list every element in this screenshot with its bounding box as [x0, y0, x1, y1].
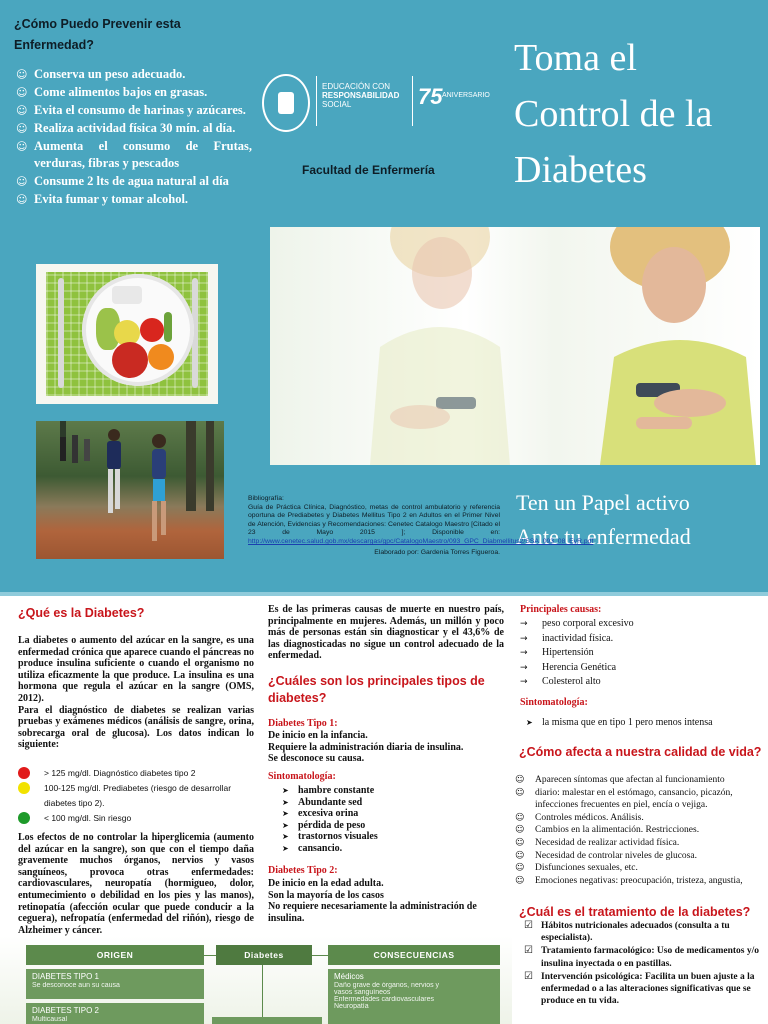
list-item: → Hipertensión [520, 646, 760, 661]
prevention-heading: ¿Cómo Puedo Prevenir esta Enfermedad? [14, 17, 181, 52]
list-item: → Herencia Genética [520, 661, 760, 676]
diagram-origen-header: ORIGEN [26, 945, 204, 965]
quality-of-life-list [515, 774, 765, 887]
type2-symptoms-text: ➤ la misma que en tipo 1 pero menos intensa [526, 717, 766, 728]
list-item: ➤ pérdida de peso [282, 820, 482, 832]
list-item: ☑ Intervención psicológica: Facilita un buen ajuste a la enfermedad o a las alteraciones significativas que se produce en tu vida. [524, 970, 755, 1007]
diagram-bottom-box [212, 1017, 322, 1024]
list-item: ☺ Necesidad de controlar niveles de glucosa. [515, 850, 697, 861]
diagram-tipo1-box: DIABETES TIPO 1 Se desconoce aun su causa [26, 969, 204, 999]
list-item: ☺ Conserva un peso adecuado. [16, 67, 186, 81]
list-item: ➤ hambre constante [282, 785, 482, 797]
list-item: → inactividad física. [520, 632, 760, 647]
faculty-name: Facultad de Enfermería [302, 163, 435, 177]
smiley-icon: ☺ [515, 775, 525, 785]
heading-tipos: ¿Cuáles son los principales tipos de diabetes? [268, 674, 485, 705]
list-item: ☺ Evita el consumo de harinas y azúcares. [16, 103, 246, 117]
list-item: → peso corporal excesivo [520, 617, 760, 632]
running-woman-photo [36, 421, 224, 559]
prevention-list [16, 66, 252, 209]
list-item: ☺ Cambios en la alimentación. Restricciones. [515, 825, 700, 836]
smiley-icon: ☺ [515, 787, 525, 798]
list-item: ☺ Emociones negativas: preocupación, tristeza, angustia, [515, 875, 743, 886]
green-dot-icon [18, 812, 30, 824]
legend-row: 100-125 mg/dl. Prediabetes (riesgo de desarrollar diabetes tipo 2). [18, 781, 254, 811]
list-item: ☺ Aumenta el consumo de Frutas, verduras, fibras y pescados [16, 139, 252, 170]
diagram-connector [262, 965, 263, 1017]
yellow-dot-icon [18, 782, 30, 794]
list-item: → Colesterol alto [520, 675, 760, 690]
list-item: ☺ Evita fumar y tomar alcohol. [16, 192, 189, 206]
bibliography-link[interactable]: http://www.cenetec.salud.gob.mx/descargas/gpc/CatalogoMaestro/093_GPC_Diabmellitus2/SSA_093_08_EyR.pdf [248, 537, 594, 545]
list-item: ➤ trastornos visuales [282, 831, 482, 843]
type2-symptoms-heading: Sintomatología: [520, 697, 588, 708]
checkbox-icon: ☑ [524, 920, 533, 931]
list-item: ☺ Necesidad de realizar actividad física. [515, 837, 680, 848]
causes-list [520, 617, 760, 690]
list-item: ☺ Come alimentos bajos en grasas. [16, 85, 208, 99]
smiley-icon: ☺ [16, 140, 28, 153]
fruit-plate-image [36, 264, 218, 404]
smiley-icon: ☺ [515, 825, 525, 836]
intro-paragraph: La diabetes o aumento del azúcar en la sangre, es una enfermedad crónica que aparece cuando el páncreas no produce insulina suficiente o cuando el organismo no utiliza eficazmente la que produce. La insulina es una hormona que regula el azúcar en la sangre (OMS, 2012). Para el diagnóstico de diabetes se realizan varias pruebas y exámenes médicos (análisis de sangre, orina, sobrecarga oral de glucosa). Los datos indican lo siguiente: [18, 635, 255, 751]
type1-heading: Diabetes Tipo 1: [268, 718, 338, 729]
symptoms-list [282, 785, 482, 855]
list-item: ☑ Hábitos nutricionales adecuados (consulta a tu especialista). [524, 920, 730, 944]
list-item: ☺ diario: malestar en el estómago, cansancio, picazón, infecciones frecuentes en piel, encía o vejiga. [515, 787, 733, 811]
brochure-title: Toma el Control de la Diabetes [514, 37, 713, 191]
smiley-icon: ☺ [16, 104, 28, 117]
smiley-icon: ☺ [16, 122, 28, 135]
heading-calidad: ¿Cómo afecta a nuestra calidad de vida? [519, 745, 762, 759]
causes-heading: Principales causas: [520, 604, 602, 615]
list-item: ➤ Abundante sed [282, 797, 482, 809]
smiley-icon: ☺ [16, 68, 28, 81]
list-item: ☑ Tratamiento farmacológico: Uso de medicamentos y/o insulina inyectada o en pastillas. [524, 945, 760, 969]
diagram-connector [312, 955, 328, 956]
symptoms-heading: Sintomatología: [268, 771, 336, 782]
mortality-paragraph: Es de las primeras causas de muerte en nuestro país, principalmente en mujeres. Además, un millón y poco más de personas están sin diagnosticar y el 43,6% de las diagnosticadas no sigue un control adecuado de la enfermedad. [268, 604, 504, 662]
smiley-icon: ☺ [515, 863, 525, 874]
logo-text: EDUCACIÓN CON RESPONSABILIDAD SOCIAL [322, 82, 400, 109]
glucose-levels-legend [18, 766, 254, 826]
list-item: ☺ Aparecen síntomas que afectan al funcionamiento [515, 775, 725, 785]
list-item: ➤ excesiva orina [282, 808, 482, 820]
university-logo [262, 70, 498, 148]
list-item: ☺ Consume 2 lts de agua natural al día [16, 174, 229, 188]
smiley-icon: ☺ [515, 837, 525, 848]
diagram-diabetes-node: Diabetes [216, 945, 312, 965]
checkbox-icon: ☑ [524, 945, 533, 957]
diagram-connector [204, 955, 216, 956]
panel-divider [0, 592, 768, 596]
list-item: ☺ Realiza actividad física 30 mín. al día. [16, 121, 236, 135]
checkbox-icon: ☑ [524, 970, 533, 982]
list-item: ☺ Controles médicos. Análisis. [515, 812, 644, 823]
university-seal-icon [262, 74, 310, 132]
smiley-icon: ☺ [16, 193, 28, 206]
type2-heading: Diabetes Tipo 2: [268, 865, 338, 876]
smiley-icon: ☺ [515, 812, 525, 823]
diagram-consecuencias-header: CONSECUENCIAS [328, 945, 500, 965]
list-item: ☺ Disfunciones sexuales, etc. [515, 863, 638, 874]
type2-details: De inicio en la edad adulta. Son la mayoría de los casos No requiere necesariamente la administración de insulina. [268, 878, 477, 924]
tagline: Ten un Papel activo Ante tu enfermedad [516, 490, 691, 549]
smiley-icon: ☺ [515, 850, 525, 861]
type1-details: De inicio en la infancia. Requiere la administración diaria de insulina. Se desconoce su causa. [268, 730, 464, 765]
effects-paragraph: Los efectos de no controlar la hiperglicemia (aumento del azúcar en la sangre), son que con el tiempo daña gravemente muchos órganos, nervios y vasos sanguíneos, provoca otras enfermedades: cardiovasculares, neuropatía (hormigueo, dolor, entumecimiento o debilidad en los pies y las manos), retinopatía (afección ocular que puede conducir a la ceguera), nefropatía (enfermedad del riñón), riesgo de Alzheimer y cáncer. [18, 832, 254, 936]
diagram-tipo2-box: DIABETES TIPO 2 Multicausal [26, 1003, 204, 1024]
smiley-icon: ☺ [515, 875, 525, 886]
list-item: ➤ cansancio. [282, 843, 482, 855]
smiley-icon: ☺ [16, 86, 28, 99]
red-dot-icon [18, 767, 30, 779]
legend-row: > 125 mg/dl. Diagnóstico diabetes tipo 2 [18, 766, 254, 781]
anniversary-number: 75 [418, 84, 443, 109]
legend-row: < 100 mg/dl. Sin riesgo [18, 811, 254, 826]
heading-que-es: ¿Qué es la Diabetes? [18, 606, 145, 620]
author-credit: Elaborado por: Gardenia Torres Figueroa. [374, 548, 500, 556]
glucose-test-photo [270, 227, 760, 465]
diagram-medicos-box: Médicos Daño grave de órganos, nervios y vasos sanguíneos Enfermedades cardiovasculares Neuropatía [328, 969, 500, 1024]
heading-tratamiento: ¿Cuál es el tratamiento de la diabetes? [519, 905, 751, 919]
anniversary-label: ANIVERSARIO [442, 92, 490, 99]
bibliography: Bibliografía: Guía de Práctica Clínica, Diagnóstico, metas de control ambulatorio y referencia oportuna de Prediabetes y Diabetes Mellitus Tipo 2 en Adultos en el Primer Nivel de Atención, Evidencias y Recomendaciones: Cenetec Catalogo Maestro [Citado el 23 de Mayo 2015 ]; Disponible en: http://www.cenetec.salud.gob.mx/descargas/gpc/CatalogoMaestro/093_GPC_Diabmellitus2/SSA_093_08_EyR.pdf Elaborado por: Gardenia Torres Figueroa. [248, 495, 594, 556]
smiley-icon: ☺ [16, 175, 28, 188]
treatment-list [524, 920, 764, 1008]
